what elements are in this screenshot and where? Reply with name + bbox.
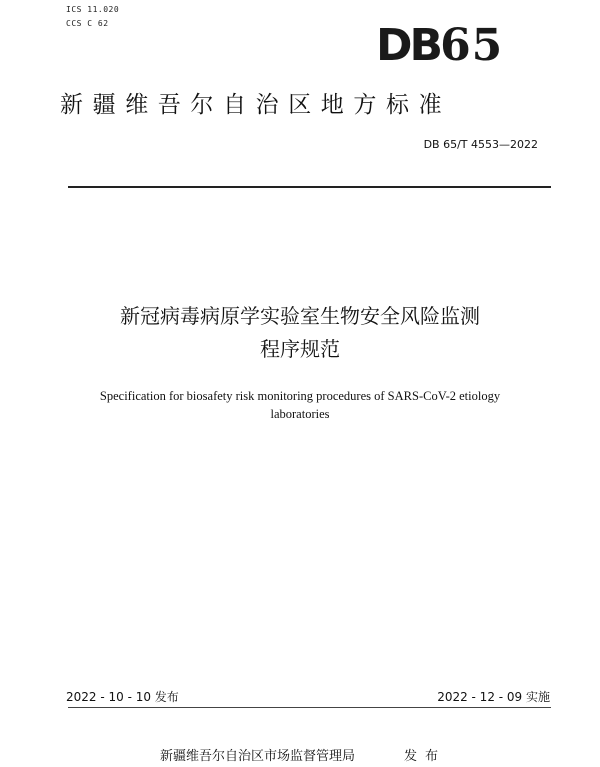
- publisher-name: 新疆维吾尔自治区市场监督管理局: [160, 749, 356, 764]
- chinese-title: [40, 300, 560, 366]
- publish-label: 发布: [404, 749, 447, 764]
- implementation-date: 2022 - 12 - 09 实施: [437, 690, 550, 704]
- english-title-line-1: Specification for biosafety risk monitoring procedures of SARS-CoV-2 etiology: [99, 389, 501, 403]
- ics-code: ICS 11.020: [66, 5, 120, 14]
- db65-logo: [376, 22, 516, 70]
- chinese-title-line-1: 新冠病毒病原学实验室生物安全风险监测: [120, 304, 480, 328]
- ccs-code: CCS C 62: [66, 19, 109, 28]
- logo-number: 65: [440, 20, 504, 71]
- logo-db-letters: DB: [376, 20, 441, 71]
- english-title: [40, 387, 560, 423]
- organization-title: 新疆维吾尔自治区地方标准: [60, 92, 452, 118]
- standard-number: DB 65/T 4553—2022: [423, 138, 538, 151]
- chinese-title-line-2: 程序规范: [260, 337, 340, 361]
- footer-divider: [68, 707, 551, 708]
- header-divider: [68, 186, 551, 188]
- issue-date: 2022 - 10 - 10 发布: [66, 690, 179, 704]
- english-title-line-2: laboratories: [270, 407, 330, 421]
